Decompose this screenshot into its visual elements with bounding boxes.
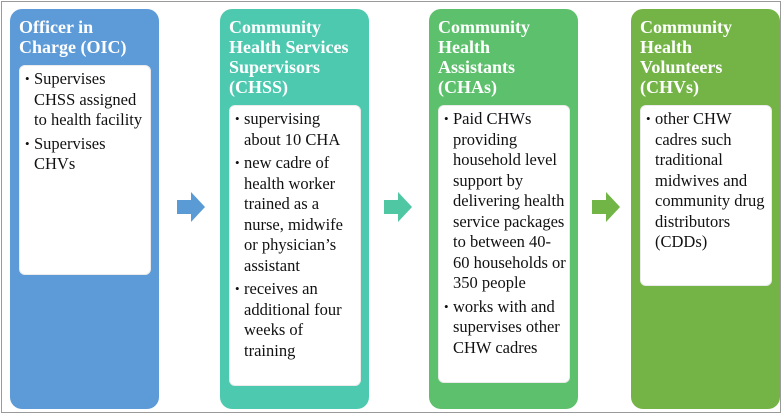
bullet-item: • supervising about 10 CHA [235,109,357,150]
bullet-item: • other CHW cadres such traditional midwives and community drug distributors (CDDs) [646,109,768,253]
bullet-item: • Supervises CHVs [25,134,147,175]
bullet-item: • new cadre of health worker trained as a nurse, midwife or physician’s assistant [235,153,357,276]
column-card [19,65,151,275]
column-card [438,105,570,383]
bullet-item: • Paid CHWs providing household level support by delivering health service packages to between 40-60 households or 350 people [444,109,566,294]
column-title: Officer in Charge (OIC) [19,17,127,57]
column-card [640,105,772,286]
column-community-health-services-supervisors [220,9,369,409]
column-title: Community Health Services Supervisors (CHSS) [229,17,349,97]
bullet-list [646,109,768,253]
column-title: Community Health Assistants (CHAs) [438,17,531,97]
bullet-item: • Supervises CHSS assigned to health facility [25,69,147,131]
column-title: Community Health Volunteers (CHVs) [640,17,733,97]
column-community-health-volunteers [631,9,780,409]
bullet-list [444,109,566,358]
column-community-health-assistants [429,9,578,409]
arrow-right-icon [177,192,205,222]
bullet-list [25,69,147,175]
bullet-list [235,109,357,361]
arrow-right-icon [592,192,620,222]
column-card [229,105,361,386]
bullet-item: • receives an additional four weeks of training [235,279,357,361]
bullet-item: • works with and supervises other CHW cadres [444,297,566,359]
diagram-frame [1,1,781,413]
arrow-right-icon [384,192,412,222]
column-officer-in-charge [10,9,159,409]
